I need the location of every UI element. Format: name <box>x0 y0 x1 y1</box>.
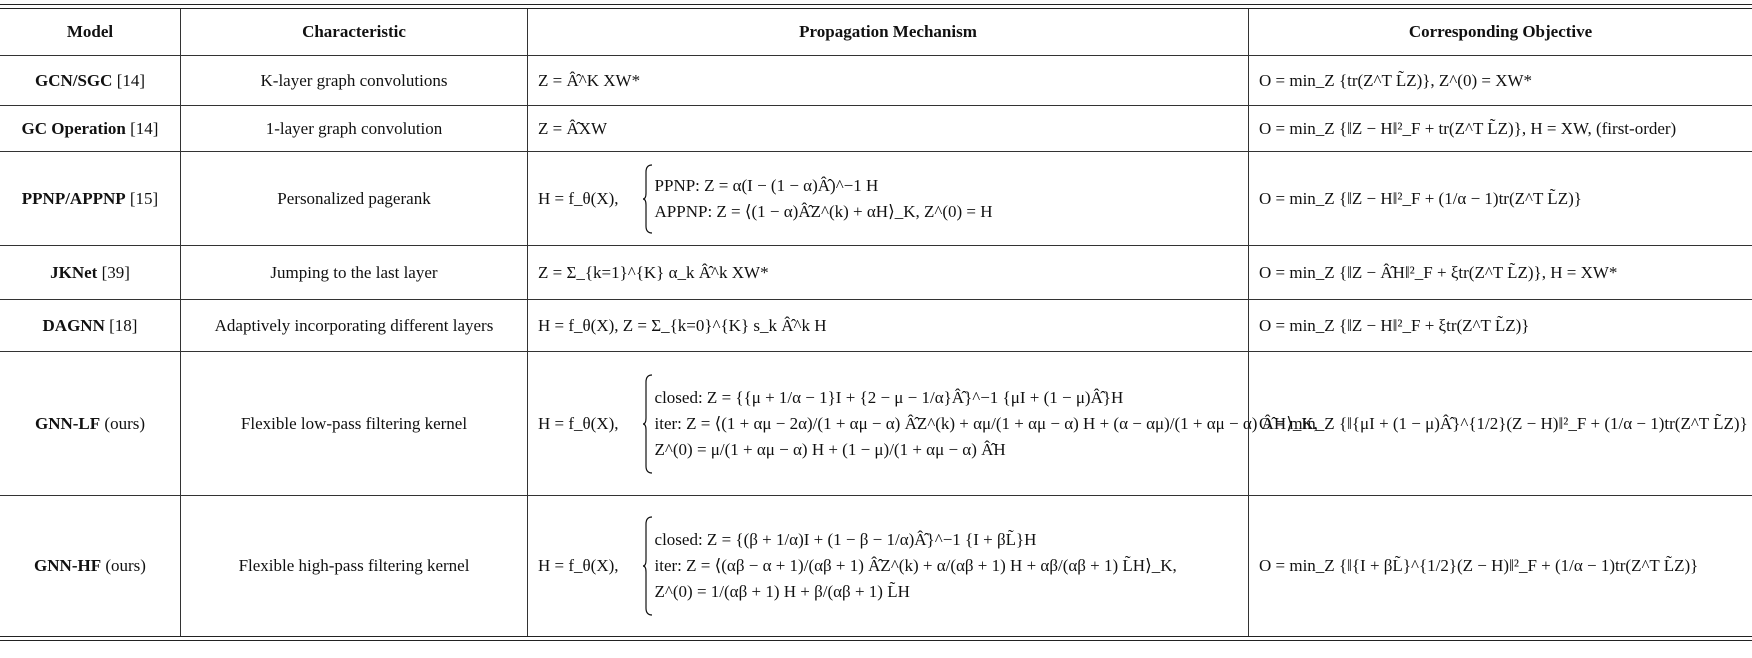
comparison-table-wrapper <box>0 4 1752 641</box>
model-cell <box>0 152 181 246</box>
propagation-line: Z = Â̂XW <box>538 118 608 138</box>
left-brace-icon <box>643 164 653 234</box>
table-header-row <box>0 9 1752 56</box>
propagation-line: PPNP: Z = α(I − (1 − α)Â̂)^−1 H <box>654 175 879 195</box>
bottom-rule-outer <box>0 640 1752 641</box>
model-cell <box>0 300 181 352</box>
propagation-line: APPNP: Z = ⟨(1 − α)Â̂Z^(k) + αH⟩_K, Z^(0) = H <box>654 201 993 221</box>
characteristic-cell: Flexible high-pass filtering kernel <box>181 496 528 636</box>
model-reference: [15] <box>129 188 159 208</box>
objective-cell: O = min_Z {‖{I + βL̃}^{1/2}(Z − H)‖²_F + (1/α − 1)tr(Z^T L̃Z)} <box>1259 555 1699 575</box>
propagation-cases <box>538 374 1318 474</box>
propagation-line: Z^(0) = μ/(1 + αμ − α) H + (1 − μ)/(1 + αμ − α) Â̂H <box>654 439 1006 459</box>
header-propagation: Propagation Mechanism <box>528 9 1249 56</box>
model-name: DAGNN <box>42 315 105 335</box>
model-cell <box>0 106 181 152</box>
characteristic-cell: Personalized pagerank <box>181 152 528 246</box>
model-name: GNN-LF <box>34 413 101 433</box>
model-name: JKNet <box>50 262 98 282</box>
propagation-lead: H = f_θ(X), <box>538 413 619 433</box>
characteristic-cell: Flexible low-pass filtering kernel <box>181 352 528 496</box>
model-reference: (ours) <box>104 413 146 433</box>
model-cell <box>0 496 181 636</box>
model-reference: [18] <box>109 315 138 335</box>
characteristic-cell: 1-layer graph convolution <box>181 106 528 152</box>
model-cell <box>0 352 181 496</box>
propagation-lead: H = f_θ(X), <box>538 188 619 208</box>
propagation-cell <box>528 246 1249 300</box>
propagation-line: Z = Σ_{k=1}^{K} α_k Â̂^k XW* <box>538 262 769 282</box>
table-row <box>0 496 1752 636</box>
model-reference: [14] <box>130 118 159 138</box>
objective-cell: O = min_Z {‖Z − H‖²_F + tr(Z^T L̃Z)}, H = XW, (first-order) <box>1249 106 1752 152</box>
table-row <box>0 300 1752 352</box>
characteristic-cell: Adaptively incorporating different layers <box>181 300 528 352</box>
propagation-cell <box>528 152 1249 246</box>
propagation-cell <box>528 56 1249 106</box>
top-rule <box>0 4 1752 5</box>
model-reference: (ours) <box>105 555 146 575</box>
characteristic-cell: K-layer graph convolutions <box>181 56 528 106</box>
header-characteristic: Characteristic <box>181 9 528 56</box>
propagation-cell <box>528 352 1318 496</box>
header-model: Model <box>0 9 181 56</box>
table-row <box>0 352 1752 496</box>
model-name: GNN-HF <box>34 555 102 575</box>
propagation-line: closed: Z = {(β + 1/α)I + (1 − β − 1/α)Â̂}^−1 {I + βL̃}H <box>654 529 1037 549</box>
header-objective: Corresponding Objective <box>1249 9 1752 56</box>
propagation-line: iter: Z = ⟨(1 + αμ − 2α)/(1 + αμ − α) Â̂Z^(k) + αμ/(1 + αμ − α) H + (α − αμ)/(1 + αμ − α) Â̂H⟩_K, <box>654 413 1318 433</box>
characteristic-cell: Jumping to the last layer <box>181 246 528 300</box>
model-reference: [39] <box>101 262 130 282</box>
propagation-line: closed: Z = {{μ + 1/α − 1}I + {2 − μ − 1/α}Â̂}^−1 {μI + (1 − μ)Â̂}H <box>654 387 1124 407</box>
left-brace-icon <box>643 516 653 616</box>
propagation-cases <box>538 516 1177 616</box>
propagation-cell <box>528 106 1249 152</box>
model-cell <box>0 56 181 106</box>
table-row <box>0 246 1752 300</box>
objective-cell: O = min_Z {‖Z − H‖²_F + ξtr(Z^T L̃Z)} <box>1249 300 1752 352</box>
objective-cell: O = min_Z {‖Z − H‖²_F + (1/α − 1)tr(Z^T L̃Z)} <box>1249 152 1752 246</box>
propagation-line: H = f_θ(X), Z = Σ_{k=0}^{K} s_k Â̂^k H <box>538 315 827 335</box>
propagation-line: iter: Z = ⟨(αβ − α + 1)/(αβ + 1) Â̂Z^(k) + α/(αβ + 1) H + αβ/(αβ + 1) L̃H⟩_K, <box>654 555 1177 575</box>
table-row <box>0 152 1752 246</box>
table-row <box>0 56 1752 106</box>
objective-cell: O = min_Z {‖{μI + (1 − μ)Â̂}^{1/2}(Z − H)‖²_F + (1/α − 1)tr(Z^T L̃Z)} <box>1249 352 1752 496</box>
propagation-cell <box>528 496 1249 636</box>
model-reference: [14] <box>116 70 146 90</box>
propagation-line: Z = Â̂^K XW* <box>538 70 641 90</box>
model-name: GC Operation <box>21 118 126 138</box>
bottom-rule <box>0 636 1752 637</box>
objective-cell: O = min_Z {tr(Z^T L̃Z)}, Z^(0) = XW* <box>1249 56 1752 106</box>
propagation-cases <box>538 164 993 234</box>
propagation-cell <box>528 300 1249 352</box>
left-brace-icon <box>643 374 653 474</box>
model-name: GCN/SGC <box>34 70 113 90</box>
propagation-lines <box>655 374 1318 474</box>
comparison-table <box>0 9 1752 636</box>
model-cell <box>0 246 181 300</box>
propagation-lead: H = f_θ(X), <box>538 555 619 575</box>
objective-cell: O = min_Z {‖Z − Â̂H‖²_F + ξtr(Z^T L̃Z)}, H = XW* <box>1249 246 1752 300</box>
table-row <box>0 106 1752 152</box>
propagation-lines <box>655 164 993 234</box>
propagation-line: Z^(0) = 1/(αβ + 1) H + β/(αβ + 1) L̃H <box>654 581 910 601</box>
model-name: PPNP/APPNP <box>21 188 126 208</box>
propagation-lines <box>655 516 1177 616</box>
